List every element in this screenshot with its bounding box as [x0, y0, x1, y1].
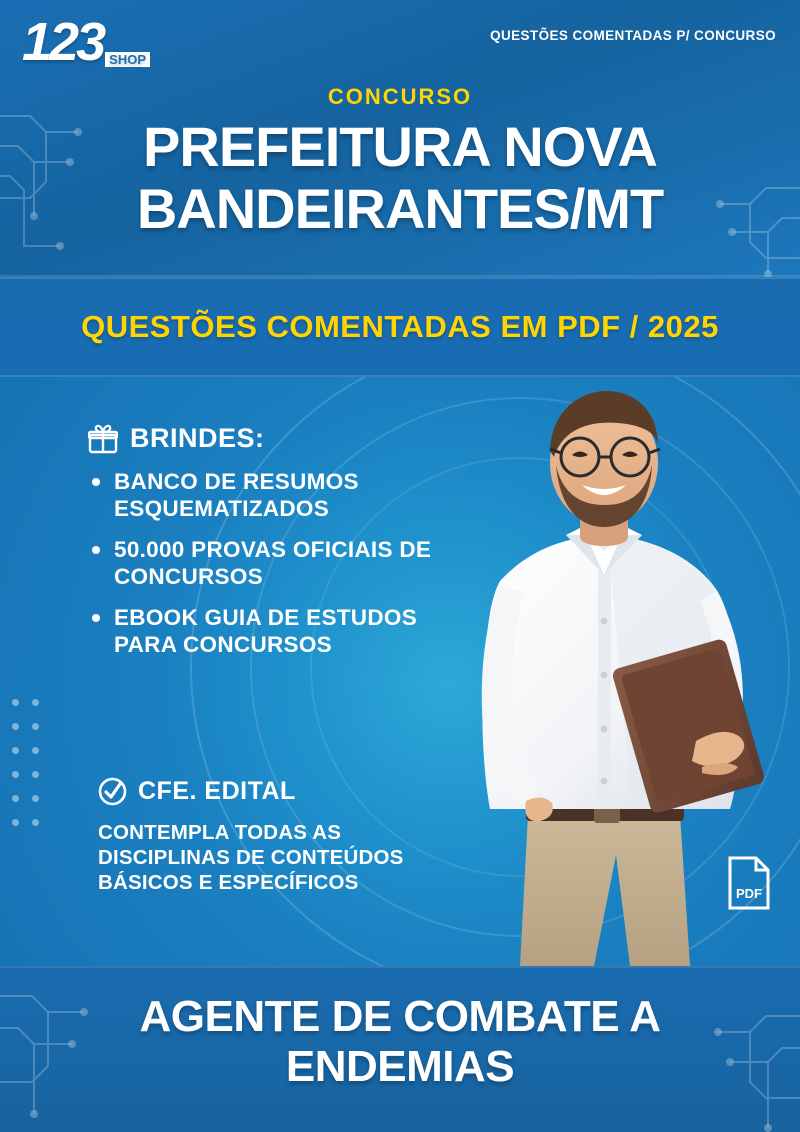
subtitle: QUESTÕES COMENTADAS EM PDF / 2025	[81, 309, 719, 344]
edital-heading	[98, 777, 428, 806]
list-item: 50.000 PROVAS OFICIAIS DE CONCURSOS	[88, 536, 438, 590]
logo-badge: SHOP	[105, 52, 150, 67]
edital-section	[98, 777, 428, 895]
check-circle-icon	[98, 777, 127, 806]
list-item: EBOOK GUIA DE ESTUDOS PARA CONCURSOS	[88, 604, 438, 658]
brindes-list	[88, 468, 438, 658]
title-line-1: PREFEITURA NOVA	[143, 115, 657, 178]
top-right-label: QUESTÕES COMENTADAS P/ CONCURSO	[490, 28, 776, 43]
kicker-label: CONCURSO	[327, 84, 473, 109]
header-band	[0, 0, 800, 277]
edital-heading-text: CFE. EDITAL	[138, 777, 296, 805]
pdf-badge-label: PDF	[736, 886, 762, 901]
list-item: BANCO DE RESUMOS ESQUEMATIZADOS	[88, 468, 438, 522]
role-line-1: AGENTE DE COMBATE A	[139, 992, 661, 1041]
subtitle-band	[0, 277, 800, 377]
role-line-2: ENDEMIAS	[285, 1042, 515, 1091]
brindes-heading	[88, 423, 438, 454]
edital-description: CONTEMPLA TODAS AS DISCIPLINAS DE CONTEÚDOS BÁSICOS E ESPECÍFICOS	[98, 821, 404, 894]
role-title	[0, 992, 800, 1092]
logo-text: 123	[22, 12, 104, 72]
page-title	[0, 116, 800, 240]
brindes-heading-text: BRINDES:	[130, 423, 265, 453]
pdf-file-icon	[726, 856, 772, 910]
title-line-2: BANDEIRANTES/MT	[136, 177, 664, 240]
dot-grid-decoration	[10, 699, 54, 849]
footer-band	[0, 966, 800, 1132]
gift-icon	[88, 424, 118, 454]
brand-logo[interactable]	[22, 14, 152, 76]
main-content	[0, 377, 800, 966]
brindes-section	[88, 423, 438, 672]
